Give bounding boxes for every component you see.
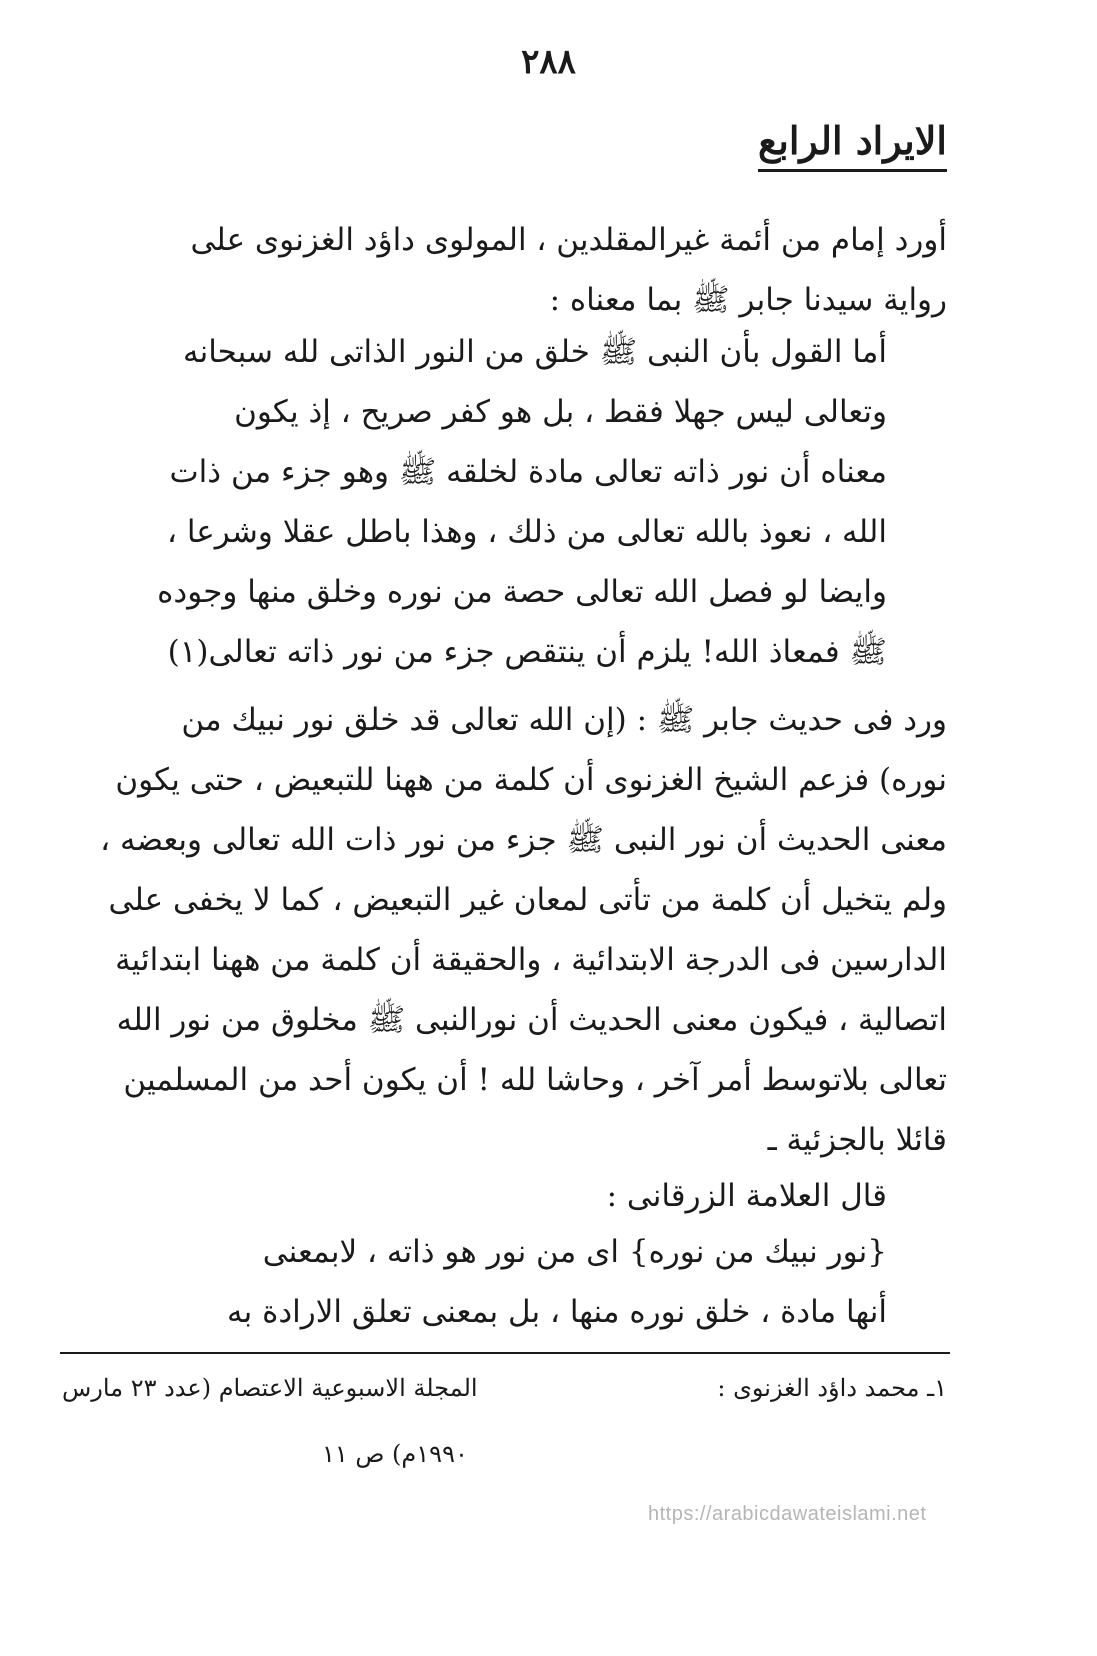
body-line: الدارسين فى الدرجة الابتدائية ، والحقيقة أن كلمة من ههنا ابتدائية: [115, 942, 947, 978]
footnote-continuation: ١٩٩٠م) ص ١١: [322, 1440, 468, 1468]
watermark-url: https://arabicdawateislami.net: [648, 1503, 927, 1525]
body-line: ورد فى حديث جابر ﷺ : (إن الله تعالى قد خلق نور نبيك من: [181, 702, 947, 738]
intro-paragraph: [62, 210, 947, 330]
quote-line: وايضا لو فصل الله تعالى حصة من نوره وخلق منها وجوده: [157, 574, 887, 610]
body-line: نوره) فزعم الشيخ الغزنوى أن كلمة من ههنا للتبعيض ، حتى يكون: [115, 762, 947, 798]
zarqani-label: [387, 1166, 887, 1226]
body-line: اتصالية ، فيكون معنى الحديث أن نورالنبى ﷺ مخلوق من نور الله: [116, 1002, 947, 1038]
body-line: تعالى بلاتوسط أمر آخر ، وحاشا لله ! أن يكون أحد من المسلمين: [123, 1062, 947, 1098]
zarqani-label-text: قال العلامة الزرقانى :: [606, 1178, 887, 1214]
quote-line: أنها مادة ، خلق نوره منها ، بل بمعنى تعلق الارادة به: [227, 1294, 887, 1330]
quote-line: ﷺ فمعاذ الله! يلزم أن ينتقص جزء من نور ذاته تعالى(١): [167, 634, 887, 670]
quote-line: أما القول بأن النبى ﷺ خلق من النور الذاتى لله سبحانه: [182, 334, 887, 370]
quote-line: الله ، نعوذ بالله تعالى من ذلك ، وهذا باطل عقلا وشرعا ،: [167, 514, 887, 550]
quoted-passage: [117, 322, 887, 682]
main-paragraph: [62, 690, 947, 1170]
footnote: [62, 1368, 947, 1474]
body-line: ولم يتخيل أن كلمة من تأتى لمعان غير التبعيض ، كما لا يخفى على: [108, 882, 947, 918]
intro-line: رواية سيدنا جابر ﷺ بما معناه :: [549, 282, 947, 318]
quote-line: {نور نبيك من نوره} اى من نور هو ذاته ، لابمعنى: [262, 1234, 887, 1270]
page-number: ٢٨٨: [521, 42, 576, 82]
body-line: معنى الحديث أن نور النبى ﷺ جزء من نور ذات الله تعالى وبعضه ،: [100, 822, 947, 858]
intro-line: أورد إمام من أئمة غيرالمقلدين ، المولوى داؤد الغزنوى على: [190, 222, 947, 258]
zarqani-quote: [117, 1222, 887, 1342]
footnote-source: المجلة الاسبوعية الاعتصام (عدد ٢٣ مارس: [62, 1374, 478, 1402]
quote-line: معناه أن نور ذاته تعالى مادة لخلقه ﷺ وهو جزء من ذات: [169, 454, 887, 490]
footnote-ref: ١ـ محمد داؤد الغزنوى :: [717, 1374, 947, 1402]
footnote-divider: [60, 1352, 950, 1354]
quote-line: وتعالى ليس جهلا فقط ، بل هو كفر صريح ، إذ يكون: [234, 394, 887, 430]
body-line: قائلا بالجزئية ـ: [767, 1122, 947, 1158]
section-title: الايراد الرابع: [758, 118, 947, 172]
